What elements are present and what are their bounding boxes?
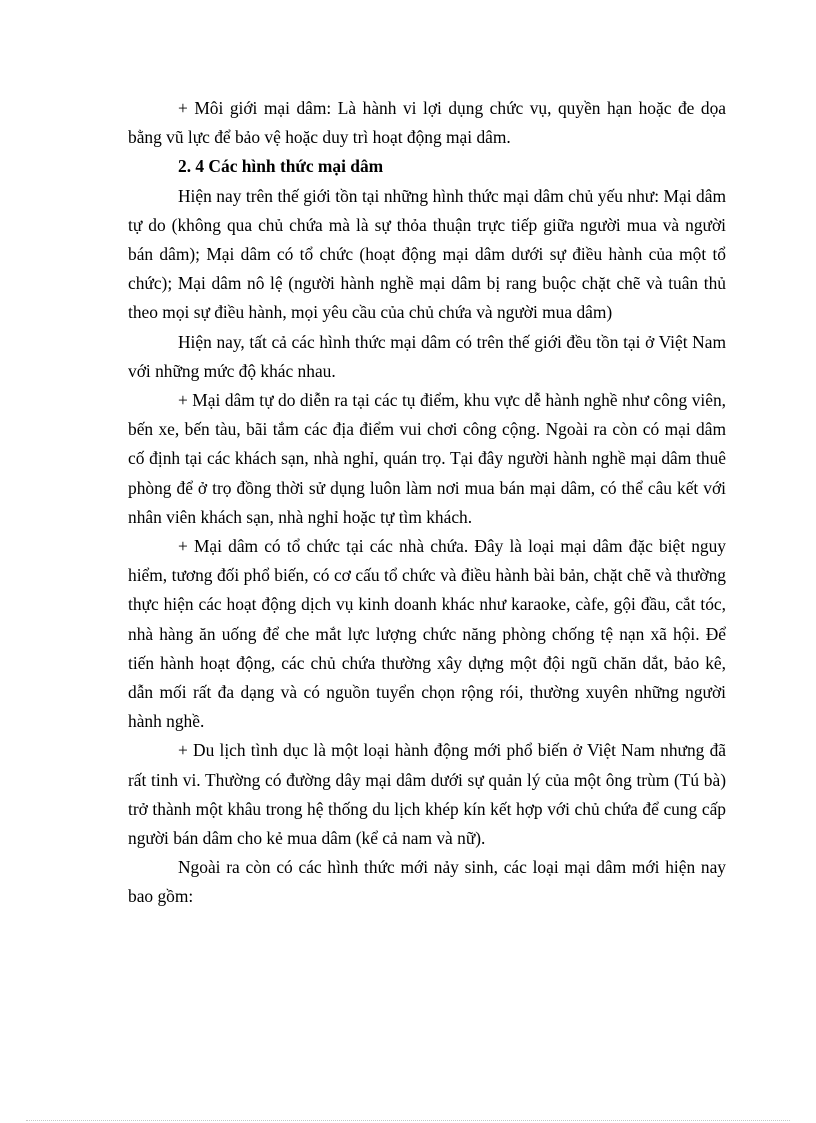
paragraph-forms-worldwide: Hiện nay trên thế giới tồn tại những hình thức mại dâm chủ yếu như: Mại dâm tự do (không qua chủ chứa mà là sự thỏa thuận trực tiếp giữa người mua và người bán dâm); Mại dâm có tổ chức (hoạt động mại dâm dưới sự điều hành của một tổ chức); Mại dâm nô lệ (người hành nghề mại dâm bị rang buộc chặt chẽ và tuân thủ theo mọi sự điều hành, mọi yêu cầu của chủ chứa và người mua dâm) [128, 185, 726, 323]
paragraph-forms-vietnam: Hiện nay, tất cả các hình thức mại dâm có trên thế giới đều tồn tại ở Việt Nam với những mức độ khác nhau. [128, 331, 726, 381]
paragraph-organized-prostitution: + Mại dâm có tổ chức tại các nhà chứa. Đây là loại mại dâm đặc biệt nguy hiểm, tương đối phổ biến, có cơ cấu tổ chức và điều hành bài bản, chặt chẽ và thường thực hiện các hoạt động dịch vụ kinh doanh khác như karaoke, càfe, gội đầu, cắt tóc, nhà hàng ăn uống để che mắt lực lượng chức năng phòng chống tệ nạn xã hội. Để tiến hành hoạt động, các chủ chứa thường xây dựng một đội ngũ chăn dắt, bảo kê, dẫn mối rất đa dạng và có nguồn tuyển chọn rộng rói, thường xuyên những người hành nghề. [128, 536, 726, 732]
paragraph-sex-tourism: + Du lịch tình dục là một loại hành động mới phổ biến ở Việt Nam nhưng đã rất tinh vi. Thường có đường dây mại dâm dưới sự quản lý của một ông trùm (Tú bà) trở thành một khâu trong hệ thống du lịch khép kín kết hợp với chủ chứa để cung cấp người bán dâm cho kẻ mua dâm (kể cả nam và nữ). [128, 740, 726, 849]
paragraph-new-forms: Ngoài ra còn có các hình thức mới nảy sinh, các loại mại dâm mới hiện nay bao gồm: [128, 857, 726, 907]
paragraph-free-prostitution: + Mại dâm tự do diễn ra tại các tụ điểm, khu vực dễ hành nghề như công viên, bến xe, bến tàu, bãi tắm các địa điểm vui chơi công cộng. Ngoài ra còn có mại dâm cố định tại các khách sạn, nhà nghỉ, quán trọ. Tại đây người hành nghề mại dâm thuê phòng để ở trọ đồng thời sử dụng luôn làm nơi mua bán mại dâm, có thể câu kết với nhân viên khách sạn, nhà nghỉ hoặc tự tìm khách. [128, 390, 726, 527]
section-heading: 2. 4 Các hình thức mại dâm [178, 156, 384, 177]
document-page [128, 94, 726, 912]
paragraph-brokerage-definition: + Môi giới mại dâm: Là hành vi lợi dụng chức vụ, quyền hạn hoặc đe dọa bằng vũ lực để bảo vệ hoặc duy trì hoạt động mại dâm. [128, 98, 726, 148]
page-bottom-divider [26, 1120, 790, 1121]
